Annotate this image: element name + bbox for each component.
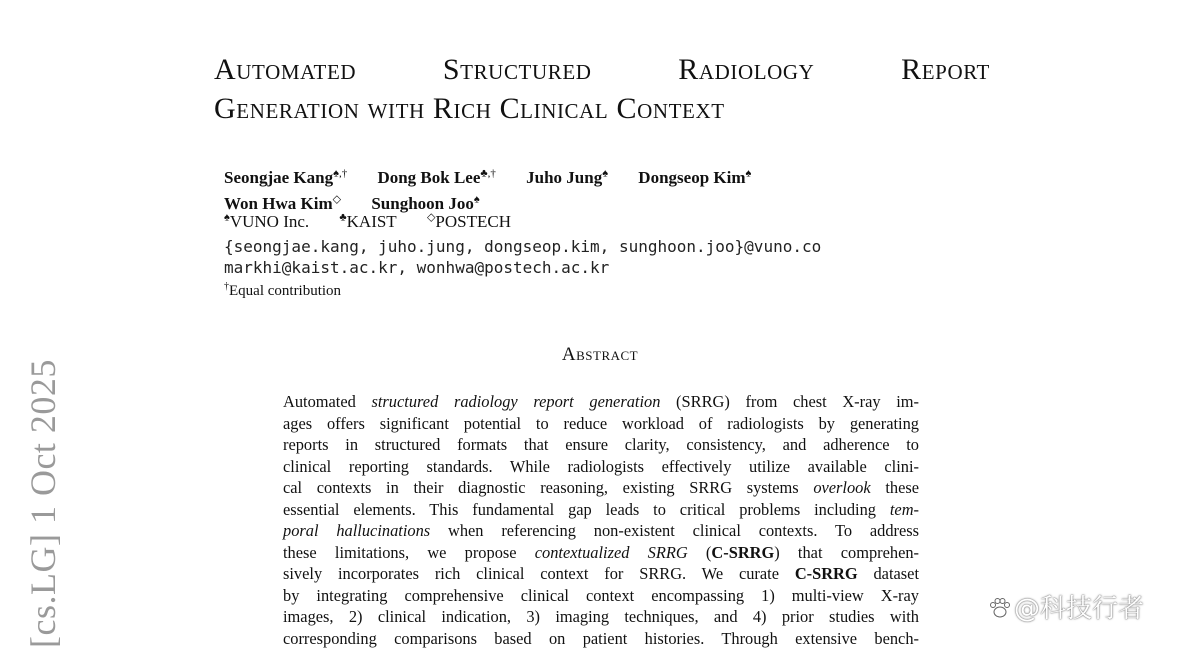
equal-contribution-note: †Equal contribution [224, 281, 341, 300]
affiliations [224, 210, 537, 232]
title-line-2: Generation with Rich Clinical Context [214, 89, 990, 128]
author: Juho Jung♠ [526, 168, 608, 187]
paw-icon [988, 596, 1012, 620]
email-line: markhi@kaist.ac.kr, wonhwa@postech.ac.kr [224, 257, 821, 278]
author: Seongjae Kang♠,† [224, 168, 347, 187]
abstract-heading: Abstract [0, 344, 1200, 366]
abstract-line: images, 2) clinical indication, 3) imaging techniques, and 4) prior studies with [283, 606, 919, 628]
email-line: {seongjae.kang, juho.jung, dongseop.kim, sunghoon.joo}@vuno.co [224, 236, 821, 257]
abstract-line: cal contexts in their diagnostic reasoning, existing SRRG systems overlook these [283, 477, 919, 499]
abstract-line: poral hallucinations when referencing non-existent clinical contexts. To address [283, 520, 919, 542]
author: Sunghoon Joo♠ [371, 194, 479, 213]
abstract-line: by integrating comprehensive clinical context encompassing 1) multi-view X-ray [283, 585, 919, 607]
title-word: Automated [214, 50, 356, 89]
author: Dong Bok Lee♣,† [377, 168, 495, 187]
author-row-1 [224, 162, 777, 189]
abstract-body [283, 391, 919, 649]
watermark: @科技行者 [988, 588, 1144, 625]
abstract-line: clinical reporting standards. While radiologists effectively utilize available clini- [283, 456, 919, 478]
affiliation: ♣KAIST [339, 212, 396, 231]
title-word: Structured [443, 50, 592, 89]
author: Dongseop Kim♠ [638, 168, 751, 187]
title-word: Radiology [678, 50, 814, 89]
paper-title [214, 50, 990, 128]
affiliation: ♠VUNO Inc. [224, 212, 309, 231]
author-emails [224, 236, 821, 278]
author-list [224, 162, 777, 215]
abstract-line: Automated structured radiology report generation (SRRG) from chest X-ray im- [283, 391, 919, 413]
title-word: Report [901, 50, 990, 89]
abstract-line: sively incorporates rich clinical context for SRRG. We curate C-SRRG dataset [283, 563, 919, 585]
author: Won Hwa Kim◇ [224, 194, 341, 213]
abstract-line: essential elements. This fundamental gap leads to critical problems including tem- [283, 499, 919, 521]
arxiv-sidebar-stamp: [cs.LG] 1 Oct 2025 [22, 359, 64, 648]
affiliation: ◇POSTECH [427, 212, 511, 231]
title-line-1 [214, 50, 990, 89]
abstract-line: ages offers significant potential to reduce workload of radiologists by generating [283, 413, 919, 435]
abstract-line: these limitations, we propose contextualized SRRG (C-SRRG) that comprehen- [283, 542, 919, 564]
abstract-line: reports in structured formats that ensure clarity, consistency, and adherence to [283, 434, 919, 456]
abstract-line: corresponding comparisons based on patient histories. Through extensive bench- [283, 628, 919, 649]
